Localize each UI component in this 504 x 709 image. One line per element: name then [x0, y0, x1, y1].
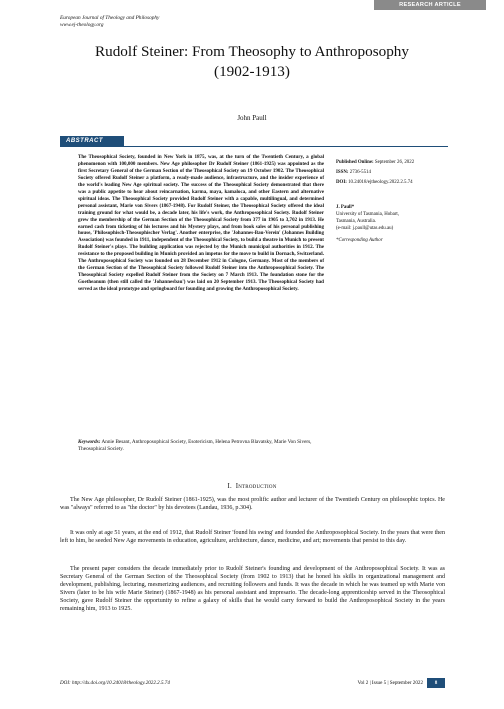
footer-volume: Vol 2 | Issue 5 | September 2022 [357, 680, 423, 686]
page-footer [60, 680, 445, 690]
intro-paragraph-2: It was only at age 51 years, at the end of 1912, that Rudolf Steiner 'found his swing' and founded the Anthroposophical Society. In the years that were then left to him, he seeded New Age movements in education, agriculture, architecture, dance, medicine, and art; movements that persist to this day. [60, 530, 445, 544]
footer-doi[interactable]: DOI: http://dx.doi.org/10.24018/theology.2022.2.5.74 [60, 680, 170, 686]
intro-paragraph-3: The present paper considers the decade immediately prior to Rudolf Steiner's founding and development of the Anthroposophical Society. It was as Secretary General of the German Section of the Theosophical Society (from 1902 to 1913) that he honed his skills in organizational management and development, publishing, lecturing, mesmerizing audiences, and recruiting followers and funds. It was the decade in which he was teamed up with Marie von Sivers (later to be his wife Marie Steiner) (1867-1948) as his personal assistant and impresario. The decade-long apprenticeship served in the Theosophical Society, gave Rudolf Steiner the opportunity to refine a galaxy of skills that he would carry forward to build the Anthroposophical Society in the years remaining him, 1913 to 1925. [60, 566, 445, 612]
journal-name: European Journal of Theology and Philosophy [60, 15, 160, 21]
abstract-text: The Theosophical Society, founded in New York in 1875, was, at the turn of the Twentieth Century, a global phenomenon with 100,000 members. New Age philosopher Dr Rudolf Steiner (1861-1925) was appointed as the first Secretary General of the German Section of the Theosophical Society on 19 October 1902. The Theosophical Society offered Rudolf Steiner a platform, a ready-made audience, infrastructure, and the insider experience of the world's leading New Age spiritual society. The success of the Theosophical Society demonstrated that there was a public appetite to hear about reincarnation, karma, maya, kamaloca, and other Eastern and alternative spiritual ideas. The Theosophical Society provided Rudolf Steiner with a capable, multilingual, and determined personal assistant, Marie von Sivers (1867-1948). For Rudolf Steiner, the Theosophical Society offered the ideal training ground for what would be, a decade later, his life's work, the Anthroposophical Society. Rudolf Steiner grew the membership of the German Section of the Theosophical Society from 377 in 1905 to 3,702 in 1913. He earned cash from ticketing of his lectures and his Mystery plays, and from book sales of his personal publishing house, 'Philosophisch-Theosophischer Verlag'. Another enterprise, the 'Johannes-Bau-Verein' (Johannes Building Association) was founded in 1911, independent of the Theosophical Society, to build a theatre in Munich to present Rudolf Steiner's plays. The building application was rejected by the Munich municipal authorities in 1912. The resistance to the proposed building in Munich provided an impetus for the move to build in Dornach, Switzerland. The Anthroposophical Society was founded on 28 December 1912 in Cologne, Germany. Most of the members of the German Section of the Theosophical Society followed Rudolf Steiner into the Anthroposophical Society. The Theosophical Society expelled Rudolf Steiner from the Society on 7 March 1913. The foundation stone for the Goetheanum (then still called the 'Johannesbau') was laid on 20 September 1913. The Theosophical Society had served as the ideal prototype and springboard for founding and growing the Anthroposophical Society. [78, 154, 324, 293]
corresponding-author-note: *Corresponding Author [336, 238, 383, 244]
keywords [78, 439, 324, 454]
sidebar-author-name: J. Paull* [336, 205, 355, 210]
author-affiliation [336, 205, 476, 245]
article-title [40, 42, 464, 82]
title-line-1: Rudolf Steiner: From Theosophy to Anthroposophy [94, 43, 409, 60]
doi-line: DOI: 10.24018/ejtheology.2022.2.5.74 [336, 179, 413, 185]
abstract-label: ABSTRACT [60, 136, 124, 146]
article-type-badge: RESEARCH ARTICLE [374, 0, 486, 10]
publication-info [336, 160, 476, 187]
journal-url[interactable]: www.ej-theology.org [60, 21, 104, 28]
author-name: John Paull [237, 114, 267, 122]
published-online: Published Online: September 26, 2022 [336, 160, 415, 165]
keywords-text: Annie Besant, Anthroposophical Society, Esotericism, Helena Petrovna Blavatsky, Marie Von Sivers, Theosophical Society. [78, 439, 312, 453]
section-title: Introduction [235, 483, 277, 490]
affiliation-line-1: University of Tasmania, Hobart, [336, 211, 399, 217]
issn-line: ISSN: 2736-5514 [336, 169, 371, 175]
intro-paragraph-1: The New Age philosopher, Dr Rudolf Steiner (1861-1925), was the most prolific author and lecturer of the Twentieth Century on philosophic topics. He was "always" referred to as "the doctor" by his devotees (Landau, 1936, p.304). [60, 497, 445, 511]
section-heading-introduction [0, 483, 504, 490]
affiliation-line-2: Tasmania, Australia. [336, 218, 376, 224]
journal-header [60, 15, 159, 28]
title-line-2: (1902-1913) [214, 62, 290, 80]
keywords-label: Keywords: [78, 439, 101, 445]
section-number: I. [227, 483, 232, 490]
author-email[interactable]: (e-mail: j.paull@utas.edu.au) [336, 225, 394, 231]
page-number: 8 [427, 678, 445, 688]
